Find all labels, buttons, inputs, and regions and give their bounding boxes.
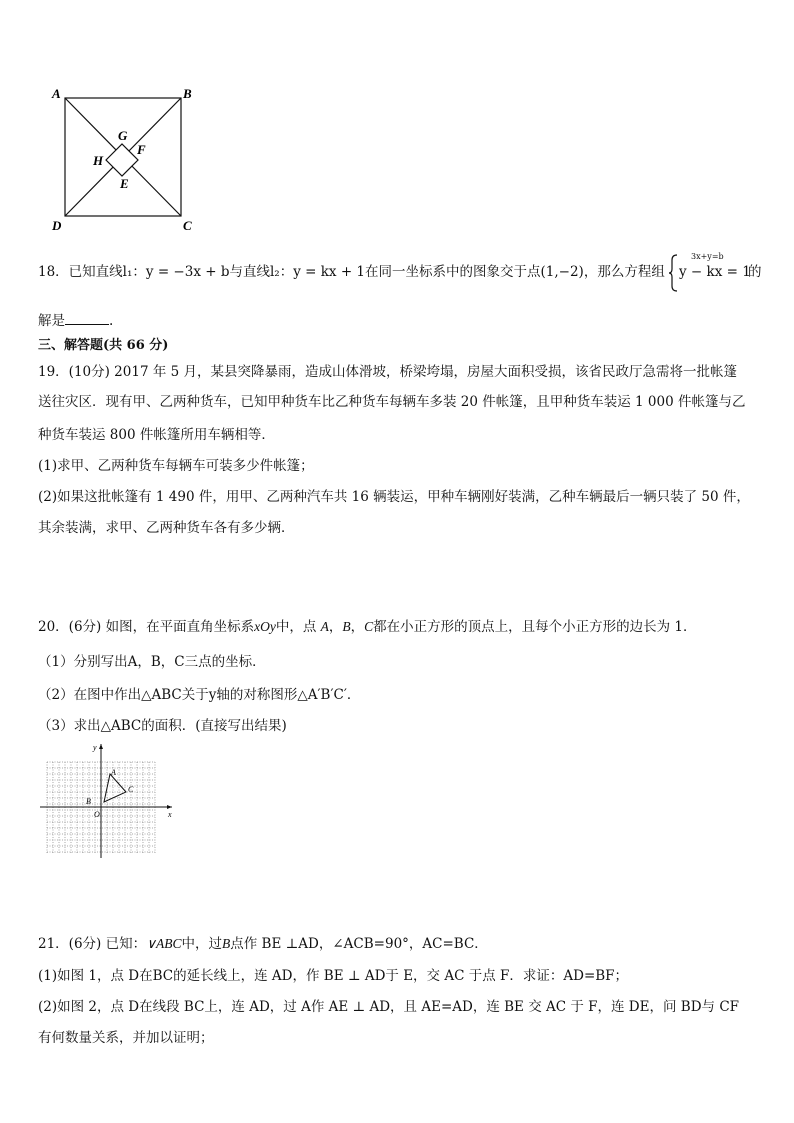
q20-part1: （1）分别写出A，B，C三点的坐标． [38,654,266,670]
grid-label-A: A [111,768,116,777]
label-F: F [137,142,146,157]
q19-part2a: (2)如果这批帐篷有 1 490 件，用甲、乙两种汽车共 16 辆装运，甲种车辆刚好装满，乙种车辆最后一辆只装了 50 件， [38,489,750,505]
label-G: G [118,128,128,143]
q21-point-b: B [221,936,231,951]
grid-label-B: B [86,797,91,806]
q21-part1: (1)如图 1，点 D在BC的延长线上，连 AD，作 BE ⊥ AD于 E，交 AC 于点 F．求证：AD=BF； [38,968,629,984]
q21-part2b: 有何数量关系，并加以证明； [38,1030,214,1046]
q20-xoy: xOy [254,619,276,634]
answer-blank [65,312,109,325]
axis-label-y: y [93,743,97,752]
grid-label-C: C [128,785,134,794]
label-H: H [93,153,104,168]
label-C: C [183,218,192,233]
label-E: E [120,176,129,191]
label-B: B [183,86,192,101]
q18-text [38,262,665,282]
q20-text-a: 20．(6分) 如图，在平面直角坐标系 [38,619,255,635]
q20-part2: （2）在图中作出△ABC关于y轴的对称图形△A′B′C′． [38,687,361,703]
label-D: D [52,218,62,233]
q18-answer-line [38,311,113,331]
section-title: 三、解答题(共 66 分) [38,338,169,353]
q19-line3: 种货车装运 800 件帐篷所用车辆相等． [38,427,275,443]
q20-point-a: A [320,619,329,634]
q20-text-c: 都在小正方形的顶点上，且每个小正方形的边长为 1． [373,619,697,635]
square-figure [46,84,206,234]
coordinate-grid-figure [38,740,178,860]
origin-label: O [94,810,100,819]
q21-triangle: ∨ABC [146,936,182,951]
q19-line2: 送往灾区．现有甲、乙两种货车，已知甲种货车比乙种货车每辆车多装 20 件帐篷，且甲种货车装运 1 000 件帐篷与乙 [38,394,746,410]
q21-text-b: 中，过 [181,936,222,952]
q21-text-d: 点作 BE ⊥AD，∠ACB=90°，AC=BC． [230,936,488,952]
q19-part1: (1)求甲、乙两种货车每辆车可装多少件帐篷； [38,458,314,474]
left-brace-icon [669,254,679,292]
q20-point-c: C [364,619,374,634]
q19-line1: 19．(10分) 2017 年 5 月，某县突降暴雨，造成山体滑坡，桥梁垮塌，房屋大面积受损，该省民政厅急需将一批帐篷 [38,364,737,380]
q18-system-bottom: y − kx = 1 [679,264,751,280]
q18-statement: 18．已知直线l₁：y = −3x + b与直线l₂：y = kx + 1在同一坐标系中的图象交于点(1,−2)，那么方程组 [38,264,665,280]
q20-line1: 20．(6分) 如图，在平面直角坐标系xOy中，点 A，B，C都在小正方形的顶点上，且每个小正方形的边长为 1． [38,619,697,635]
q20-point-b: B [342,619,351,634]
y-axis-arrow-icon [99,744,103,749]
q21-part2a: (2)如图 2，点 D在线段 BC上，连 AD，过 A作 AE ⊥ AD，且 AE=AD，连 BE 交 AC 于 F，连 DE，问 BD与 CF [38,999,740,1015]
x-axis-arrow-icon [167,805,172,809]
q19-part2b: 其余装满，求甲、乙两种货车各有多少辆． [38,520,295,536]
q18-answer-suffix: . [109,313,114,329]
q18-answer-prefix: 解是 [38,313,65,329]
q21-text-a: 21．(6分) 已知： [38,936,147,952]
q20-part3: （3）求出△ABC的面积．(直接写出结果) [38,718,287,734]
inner-square-efgh [106,144,138,176]
q18-suffix: 的 [748,264,762,280]
q20-text-b: 中，点 [275,619,321,635]
q18-system-top: 3x+y=b [691,252,724,261]
axis-label-x: x [168,810,172,819]
label-A: A [52,86,61,101]
q21-line1 [38,934,488,954]
